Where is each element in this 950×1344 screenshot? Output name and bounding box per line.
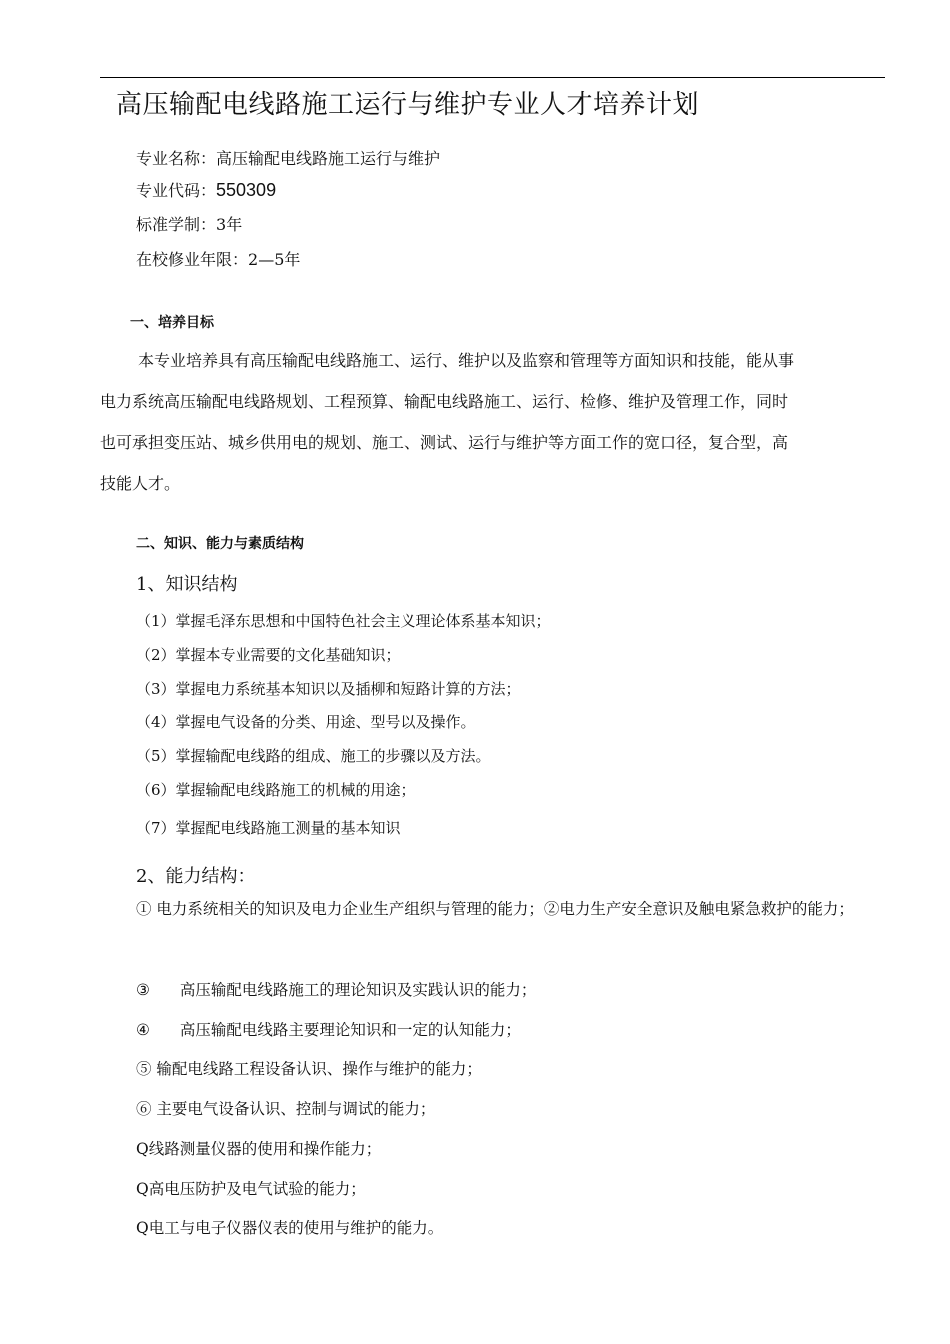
ability-item: Q高电压防护及电气试验的能力； bbox=[136, 1180, 366, 1198]
ability-item bbox=[136, 978, 536, 1000]
major-code-value: 550309 bbox=[216, 180, 277, 200]
ability-item: Q电工与电子仪器仪表的使用与维护的能力。 bbox=[136, 1219, 444, 1237]
major-name-value: 高压输配电线路施工运行与维护 bbox=[216, 149, 441, 168]
knowledge-structure-title: 1、知识结构 bbox=[136, 574, 238, 595]
major-name-label: 专业名称： bbox=[136, 149, 217, 168]
study-years-value: 2—5年 bbox=[248, 250, 301, 269]
ability-item: ⑤ 输配电线路工程设备认识、操作与维护的能力； bbox=[136, 1060, 482, 1078]
knowledge-item: （3）掌握电力系统基本知识以及插柳和短路计算的方法； bbox=[136, 680, 521, 698]
knowledge-item: （2）掌握本专业需要的文化基础知识； bbox=[136, 646, 401, 664]
duration-line bbox=[136, 212, 242, 235]
paragraph-line: 电力系统高压输配电线路规划、工程预算、输配电线路施工、运行、检修、维护及管理工作，同时 bbox=[100, 392, 789, 411]
major-code-line bbox=[136, 178, 276, 201]
paragraph-line: 本专业培养具有高压输配电线路施工、运行、维护以及监察和管理等方面知识和技能，能从事 bbox=[138, 351, 795, 370]
study-years-line bbox=[136, 247, 300, 270]
knowledge-item: （4）掌握电气设备的分类、用途、型号以及操作。 bbox=[136, 713, 476, 731]
section2-heading: 二、知识、能力与素质结构 bbox=[136, 536, 304, 552]
document-title: 高压输配电线路施工运行与维护专业人才培养计划 bbox=[116, 90, 700, 120]
ability-item bbox=[136, 1018, 521, 1040]
knowledge-item: （1）掌握毛泽东思想和中国特色社会主义理论体系基本知识； bbox=[136, 612, 551, 630]
ability-number: ④ bbox=[136, 1021, 150, 1039]
ability-number: ③ bbox=[136, 981, 150, 999]
ability-text: 高压输配电线路主要理论知识和一定的认知能力； bbox=[179, 1021, 521, 1039]
section1-heading: 一、培养目标 bbox=[130, 315, 214, 331]
ability-item: Q线路测量仪器的使用和操作能力； bbox=[136, 1140, 382, 1158]
paragraph-line: 也可承担变压站、城乡供用电的规划、施工、测试、运行与维护等方面工作的宽口径，复合型，高 bbox=[100, 433, 789, 452]
knowledge-item: （6）掌握输配电线路施工的机械的用途； bbox=[136, 781, 416, 799]
knowledge-item: （5）掌握输配电线路的组成、施工的步骤以及方法。 bbox=[136, 747, 491, 765]
header-rule bbox=[100, 77, 885, 78]
major-code-label: 专业代码： bbox=[136, 181, 217, 200]
ability-item: ① 电力系统相关的知识及电力企业生产组织与管理的能力；②电力生产安全意识及触电紧急救护的能力； bbox=[136, 900, 854, 918]
duration-label: 标准学制： bbox=[136, 215, 217, 234]
ability-structure-title: 2、能力结构： bbox=[136, 866, 256, 887]
study-years-label: 在校修业年限： bbox=[136, 250, 249, 269]
duration-value: 3年 bbox=[216, 215, 243, 234]
training-goal-paragraph bbox=[100, 340, 885, 504]
major-name-line bbox=[136, 146, 440, 169]
ability-item: ⑥ 主要电气设备认识、控制与调试的能力； bbox=[136, 1100, 436, 1118]
knowledge-item: （7）掌握配电线路施工测量的基本知识 bbox=[136, 819, 401, 837]
paragraph-line: 技能人才。 bbox=[100, 474, 181, 493]
ability-text: 高压输配电线路施工的理论知识及实践认识的能力； bbox=[179, 981, 537, 999]
